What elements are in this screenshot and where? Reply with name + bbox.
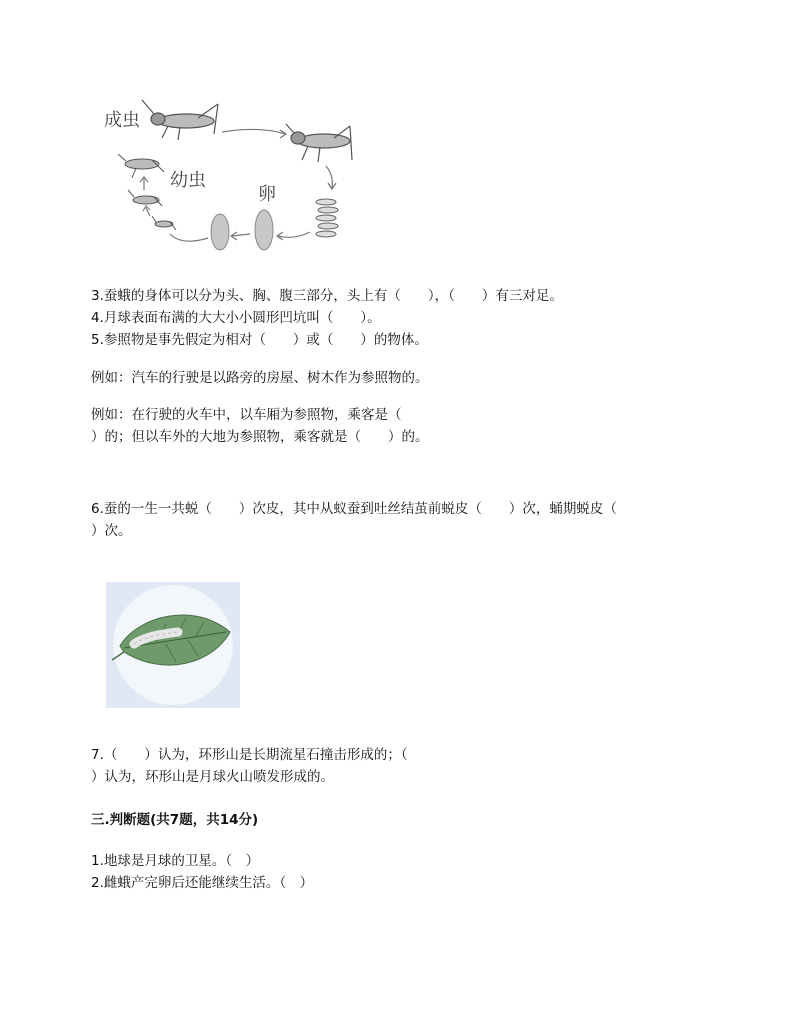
silkworm-on-leaf-figure [106, 582, 240, 708]
arrow-right-down-icon [326, 166, 336, 189]
question-4: 4.月球表面布满的大大小小圆形凹坑叫（ ）。 [91, 310, 381, 326]
egg-icon [255, 210, 273, 250]
question-7-line-2: ）认为，环形山是月球火山喷发形成的。 [91, 769, 334, 785]
nymph-label: 幼虫 [170, 170, 206, 191]
nymph-medium-icon [128, 190, 162, 206]
egg-pod-icon [316, 199, 338, 237]
question-6-line-2: ）次。 [91, 523, 132, 539]
arrow-bottom-icon [231, 232, 250, 240]
adult-label: 成虫 [104, 110, 140, 131]
nymph-small-icon [152, 216, 176, 230]
question-5: 5.参照物是事先假定为相对（ ）或（ ）的物体。 [91, 332, 428, 348]
grasshopper-life-cycle-figure [98, 96, 360, 258]
nymph-large-icon [118, 154, 164, 178]
question-7-line-1: 7.（ ）认为，环形山是长期流星石撞击形成的；（ [91, 747, 408, 763]
example-1: 例如：汽车的行驶是以路旁的房屋、树木作为参照物的。 [91, 370, 429, 386]
question-3: 3.蚕蛾的身体可以分为头、胸、腹三部分，头上有（ ），（ ）有三对足。 [91, 288, 563, 304]
arrow-bottom-right-icon [277, 232, 310, 240]
example-2-line-2: ）的；但以车外的大地为参照物，乘客就是（ ）的。 [91, 429, 429, 445]
judge-item-1: 1.地球是月球的卫星。（ ） [91, 853, 260, 869]
adult-grasshopper-icon [142, 100, 218, 140]
question-6-line-1: 6.蚕的一生一共蜕（ ）次皮，其中从蚁蚕到吐丝结茧前蜕皮（ ）次，蛹期蜕皮（ [91, 501, 617, 517]
adult-grasshopper-icon-2 [286, 124, 352, 162]
arrow-bottom-left-icon [170, 234, 208, 241]
example-2-line-1: 例如：在行驶的火车中，以车厢为参照物，乘客是（ [91, 407, 402, 423]
egg-label: 卵 [258, 184, 276, 205]
arrow-top-icon [222, 129, 286, 138]
judge-item-2: 2.雌蛾产完卵后还能继续生活。（ ） [91, 875, 314, 891]
section-title: 三.判断题(共7题，共14分) [91, 812, 259, 828]
egg-icon-2 [211, 214, 229, 250]
